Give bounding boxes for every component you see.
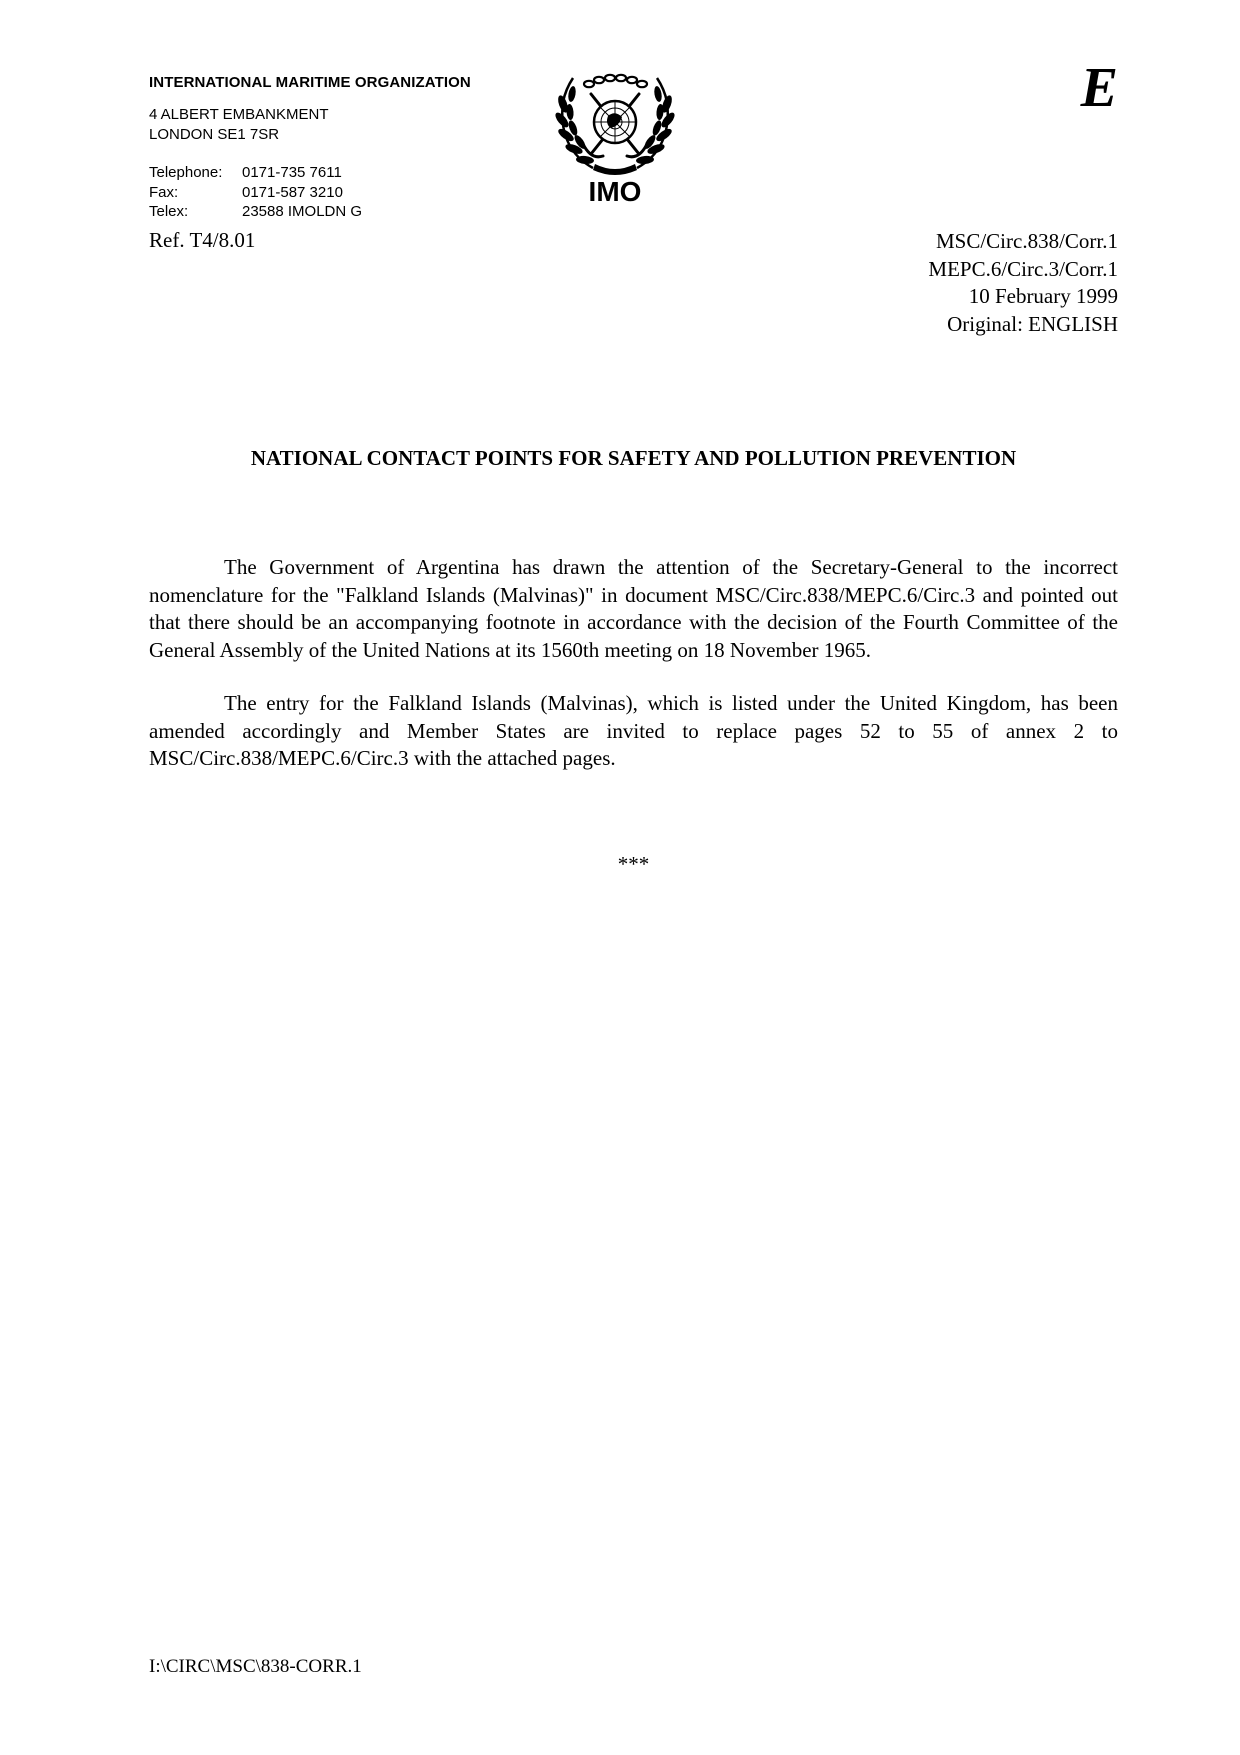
logo-text: IMO [588,176,642,207]
document-metadata [928,228,1118,338]
address-line-2: LONDON SE1 7SR [149,126,280,143]
document-original-language: Original: ENGLISH [947,311,1118,336]
imo-emblem-icon [553,72,677,178]
document-date: 10 February 1999 [968,284,1118,308]
document-number-mepc: MEPC.6/Circ.3/Corr.1 [928,256,1118,281]
section-separator: *** [617,852,650,876]
contact-label: Fax: [149,183,179,201]
document-number-msc: MSC/Circ.838/Corr.1 [935,229,1118,253]
body-paragraph-1: The Government of Argentina has drawn the attention of the Secretary-General to the incorrect nomenclature for the "Falkland Islands (Malvinas)" in document MSC/Circ.838/MEPC.6/Circ.3 and pointed out that there should be an accompanying footnote in accordance with the decision of the Fourth Committee of the General Assembly of the United Nations at its 1560th meeting on 18 November 1965. [149,555,1118,662]
footer-file-path: I:\CIRC\MSC\838-CORR.1 [149,1656,362,1677]
contact-row-telephone [149,163,362,183]
organization-address [149,105,329,145]
contact-value: 0171-587 3210 [242,183,343,201]
address-line-1: 4 ALBERT EMBANKMENT [149,106,329,123]
body-paragraph-2: The entry for the Falkland Islands (Malvinas), which is listed under the United Kingdom, has been amended accordingly and Member States are invited to replace pages 52 to 55 of annex 2 to MSC/Circ.838/MEPC.6/Circ.3 with the attached pages. [149,691,1118,770]
contact-label: Telex: [149,203,189,220]
language-letter: E [1080,57,1118,119]
contact-label: Telephone: [149,164,223,181]
organization-name: INTERNATIONAL MARITIME ORGANIZATION [149,74,471,91]
contact-row-telex [149,202,362,222]
contact-value: 0171-735 7611 [242,164,342,181]
contact-value: 23588 IMOLDN G [242,203,363,220]
reference-number: Ref. T4/8.01 [149,228,256,252]
contact-details [149,163,362,222]
document-title: NATIONAL CONTACT POINTS FOR SAFETY AND POLLUTION PREVENTION [250,446,1017,470]
contact-row-fax [149,183,362,203]
